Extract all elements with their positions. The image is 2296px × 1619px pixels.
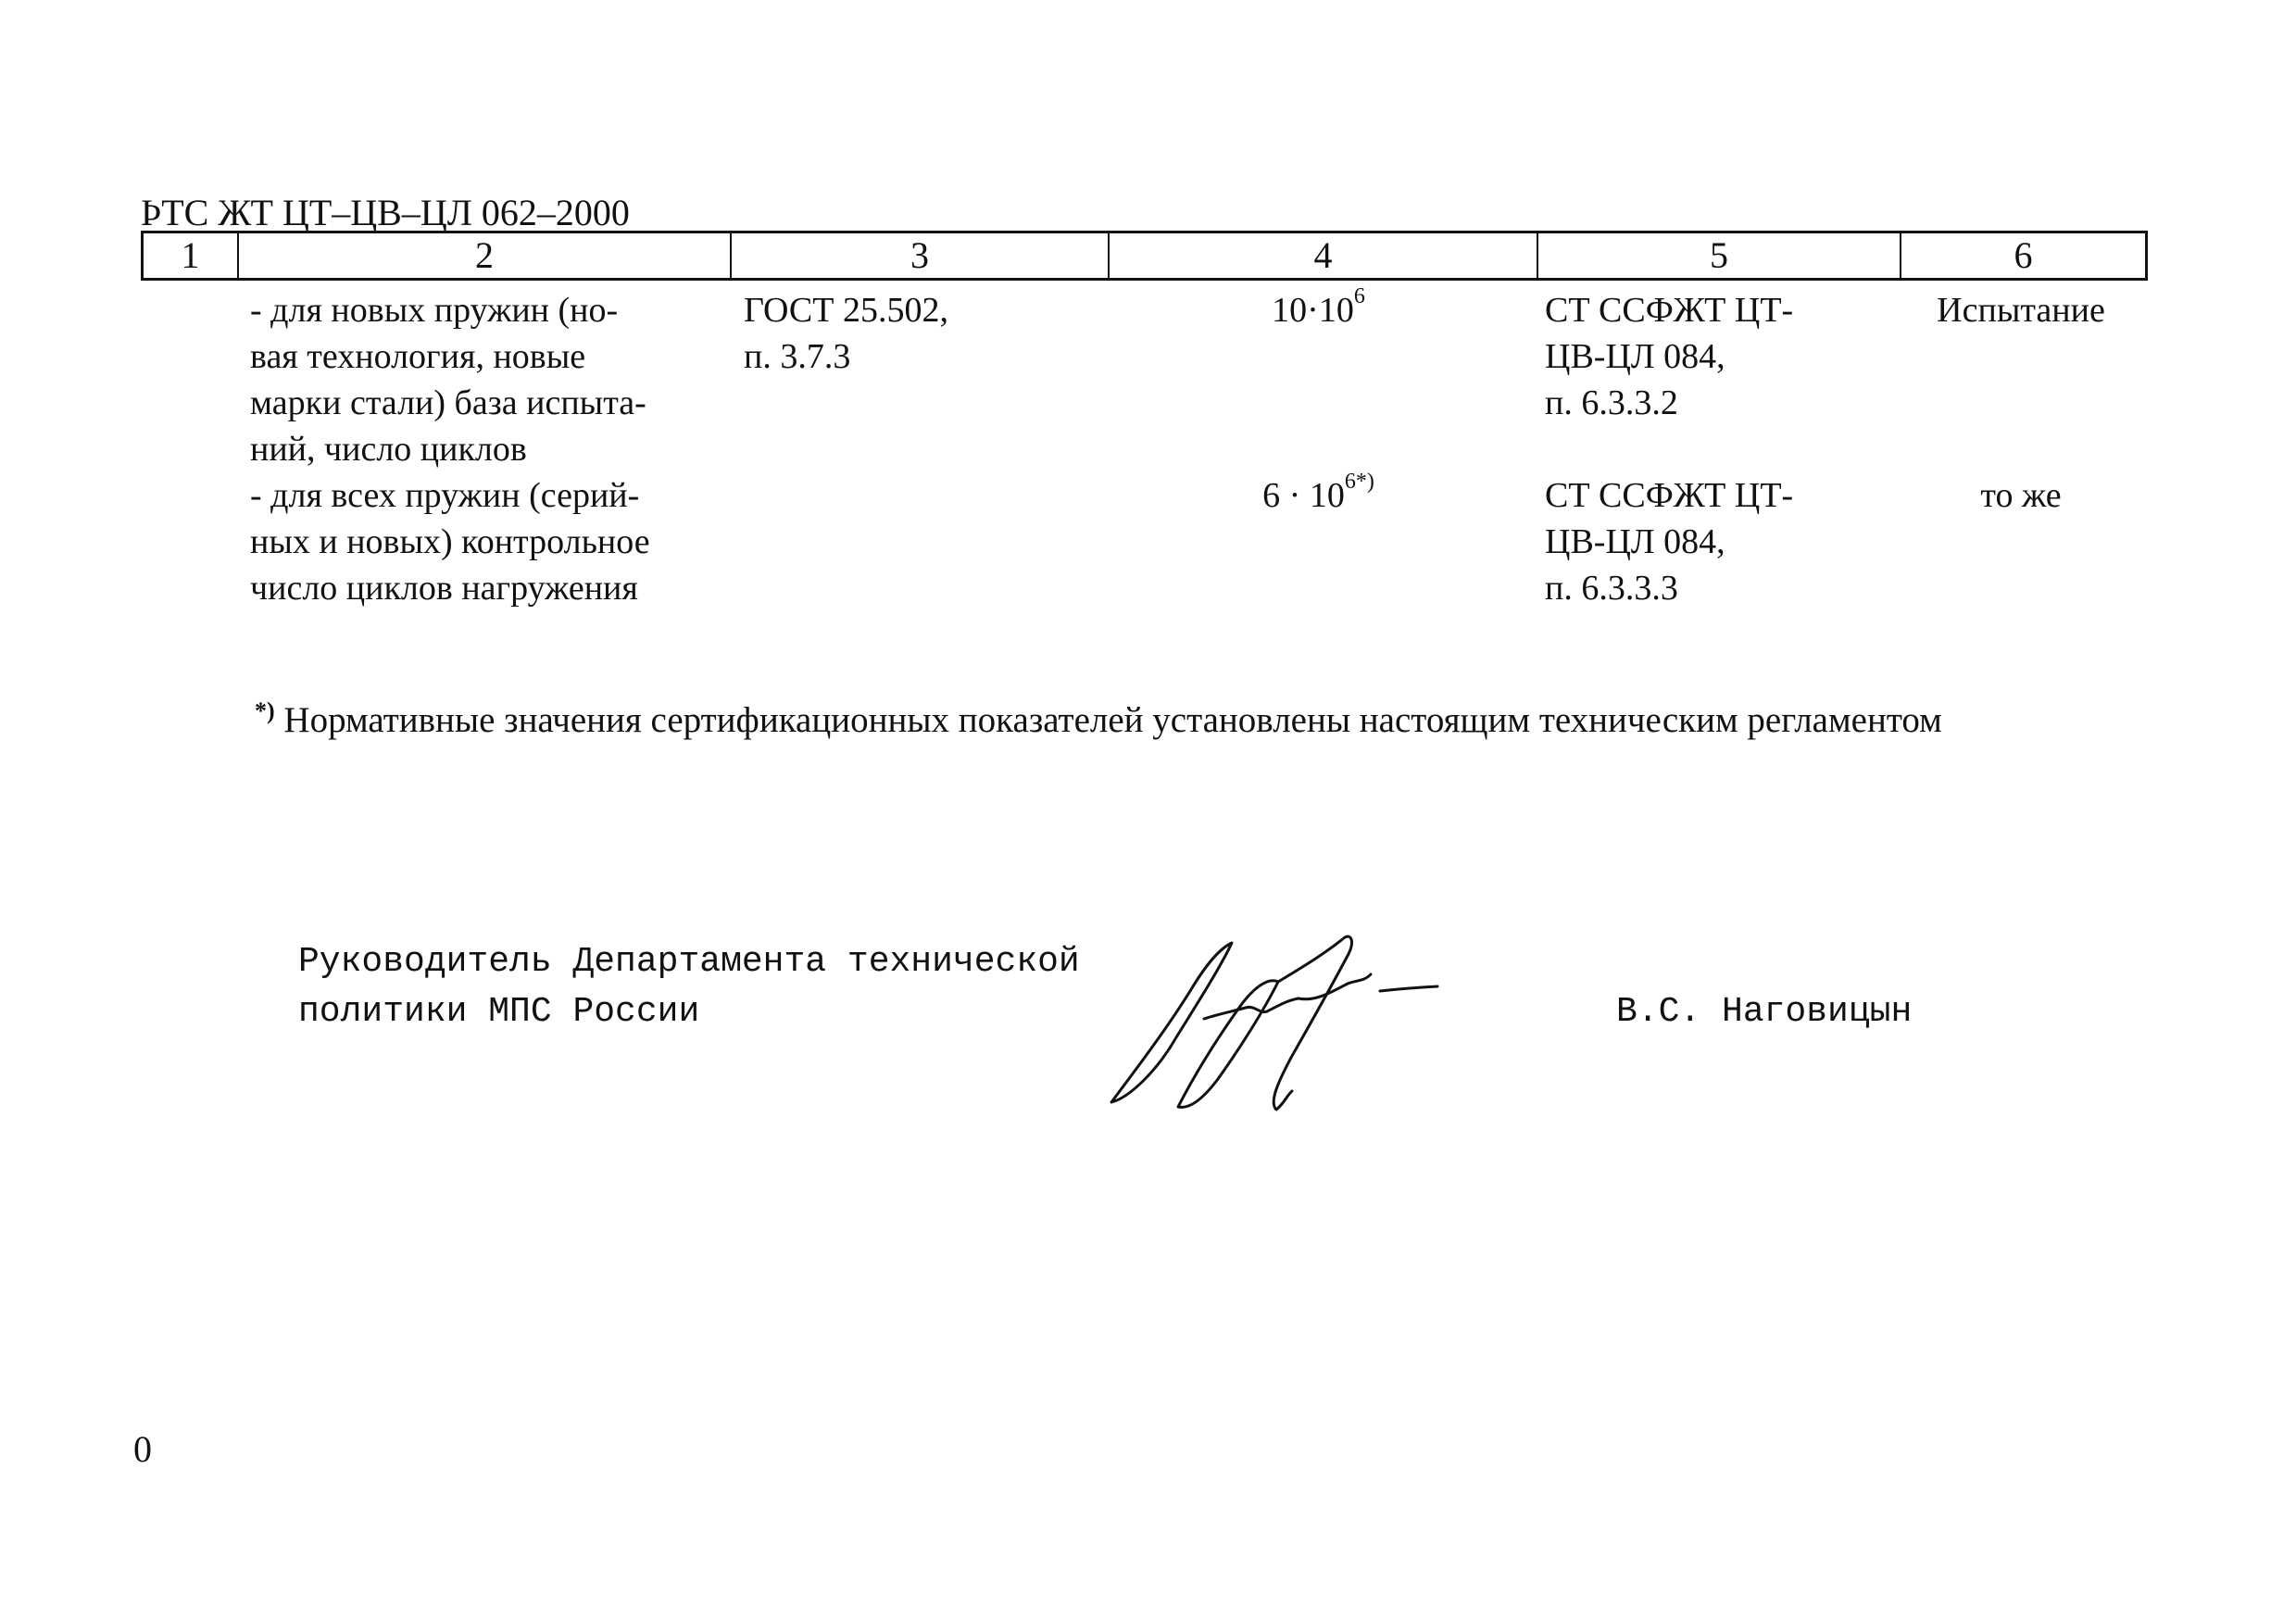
table-row-1-description <box>250 287 646 472</box>
description-line: ний, число циклов <box>250 430 527 469</box>
description-line: - для всех пружин (серий- <box>250 476 640 515</box>
table-row-2-norm-document <box>1545 472 1793 611</box>
column-number-6: 6 <box>1900 233 2145 278</box>
footnote <box>255 697 1942 745</box>
description-line: - для новых пружин (но- <box>250 291 619 330</box>
table-row-1-method <box>744 287 948 380</box>
norm-document-line: СТ ССФЖТ ЦТ- <box>1545 476 1794 515</box>
signatory-position <box>298 937 1080 1037</box>
column-number-5: 5 <box>1537 233 1900 278</box>
description-line: марки стали) база испыта- <box>250 383 646 422</box>
value-base: 10·10 <box>1272 291 1354 330</box>
position-line: политики МПС России <box>298 992 700 1032</box>
column-number-1: 1 <box>181 234 200 276</box>
description-line: ных и новых) контрольное <box>250 522 650 561</box>
table-row-2-value <box>1104 472 1533 519</box>
table-row-2-check-method: то же <box>1980 476 2062 515</box>
handwritten-signature <box>1102 926 1491 1121</box>
value-base: 6 · 10 <box>1262 476 1345 515</box>
norm-document-line: п. 6.3.3.3 <box>1545 569 1678 608</box>
value-exponent: 6*) <box>1344 470 1374 495</box>
norm-document-line: СТ ССФЖТ ЦТ- <box>1545 291 1794 330</box>
page-number: 0 <box>133 1428 152 1470</box>
method-line: п. 3.7.3 <box>744 337 851 376</box>
column-number-2: 2 <box>237 233 730 278</box>
signer-name: В.С. Наговицын <box>1616 992 1913 1032</box>
description-line: вая технология, новые <box>250 337 586 376</box>
document-code: ÞТС ЖТ ЦТ–ЦВ–ЦЛ 062–2000 <box>141 192 630 233</box>
norm-document-line: п. 6.3.3.2 <box>1545 383 1678 422</box>
description-line: число циклов нагружения <box>250 569 638 608</box>
table-row-1-norm-document <box>1545 287 1793 426</box>
column-number-header <box>141 231 2148 281</box>
value-exponent: 6 <box>1353 284 1365 309</box>
column-number-3: 3 <box>730 233 1108 278</box>
column-number-4: 4 <box>1108 233 1537 278</box>
footnote-text: Нормативные значения сертификационных показателей установлены настоящим техническим регламентом <box>274 700 1942 740</box>
norm-document-line: ЦВ-ЦЛ 084, <box>1545 522 1725 561</box>
table-row-1-value <box>1104 284 1533 333</box>
method-line: ГОСТ 25.502, <box>744 291 948 330</box>
footnote-mark: *) <box>255 697 275 724</box>
norm-document-line: ЦВ-ЦЛ 084, <box>1545 337 1725 376</box>
position-line: Руководитель Департамента технической <box>298 942 1080 982</box>
table-row-2-description <box>250 472 650 611</box>
table-row-1-check-method: Испытание <box>1937 291 2105 330</box>
